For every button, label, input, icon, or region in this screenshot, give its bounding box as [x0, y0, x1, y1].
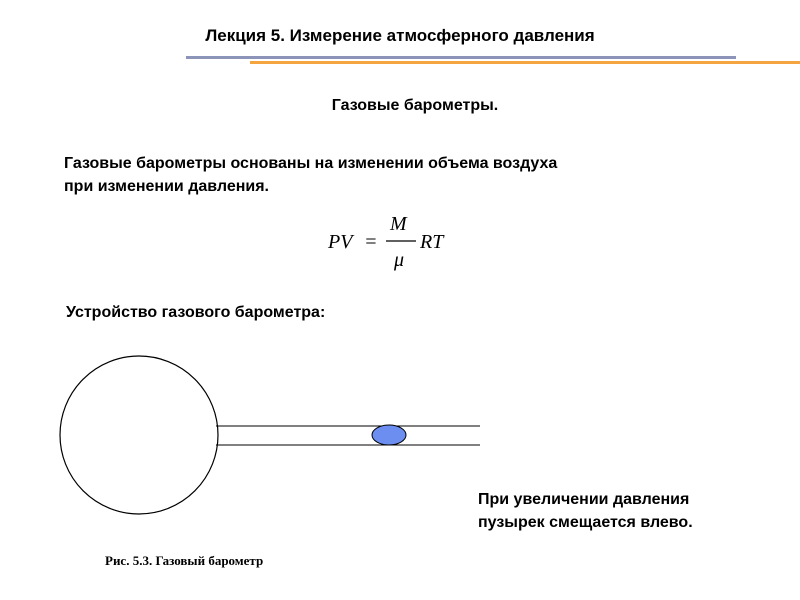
air-bubble: [372, 425, 406, 445]
formula-lhs: PV: [328, 231, 353, 253]
barometer-bulb: [60, 356, 218, 514]
description-paragraph: [64, 152, 764, 198]
pressure-note: [478, 488, 778, 534]
device-heading: Устройство газового барометра:: [66, 304, 326, 321]
gas-law-formula: [320, 210, 470, 280]
description-line-2: при изменении давления.: [64, 178, 269, 195]
pressure-note-line-1: При увеличении давления: [478, 491, 690, 508]
formula-rhs: RT: [420, 231, 444, 253]
pressure-note-line-2: пузырек смещается влево.: [478, 514, 693, 531]
figure-caption: Рис. 5.3. Газовый барометр: [105, 553, 264, 568]
formula-numerator: M: [390, 213, 407, 235]
slide-title: Лекция 5. Измерение атмосферного давления: [205, 26, 595, 45]
formula-equals: =: [364, 231, 378, 253]
title-underline-orange: [250, 61, 800, 64]
formula-denominator: μ: [394, 249, 405, 271]
title-underline-gray: [186, 56, 736, 59]
description-line-1: Газовые барометры основаны на изменении объема воздуха: [64, 155, 558, 172]
section-subtitle: Газовые барометры.: [331, 97, 499, 114]
